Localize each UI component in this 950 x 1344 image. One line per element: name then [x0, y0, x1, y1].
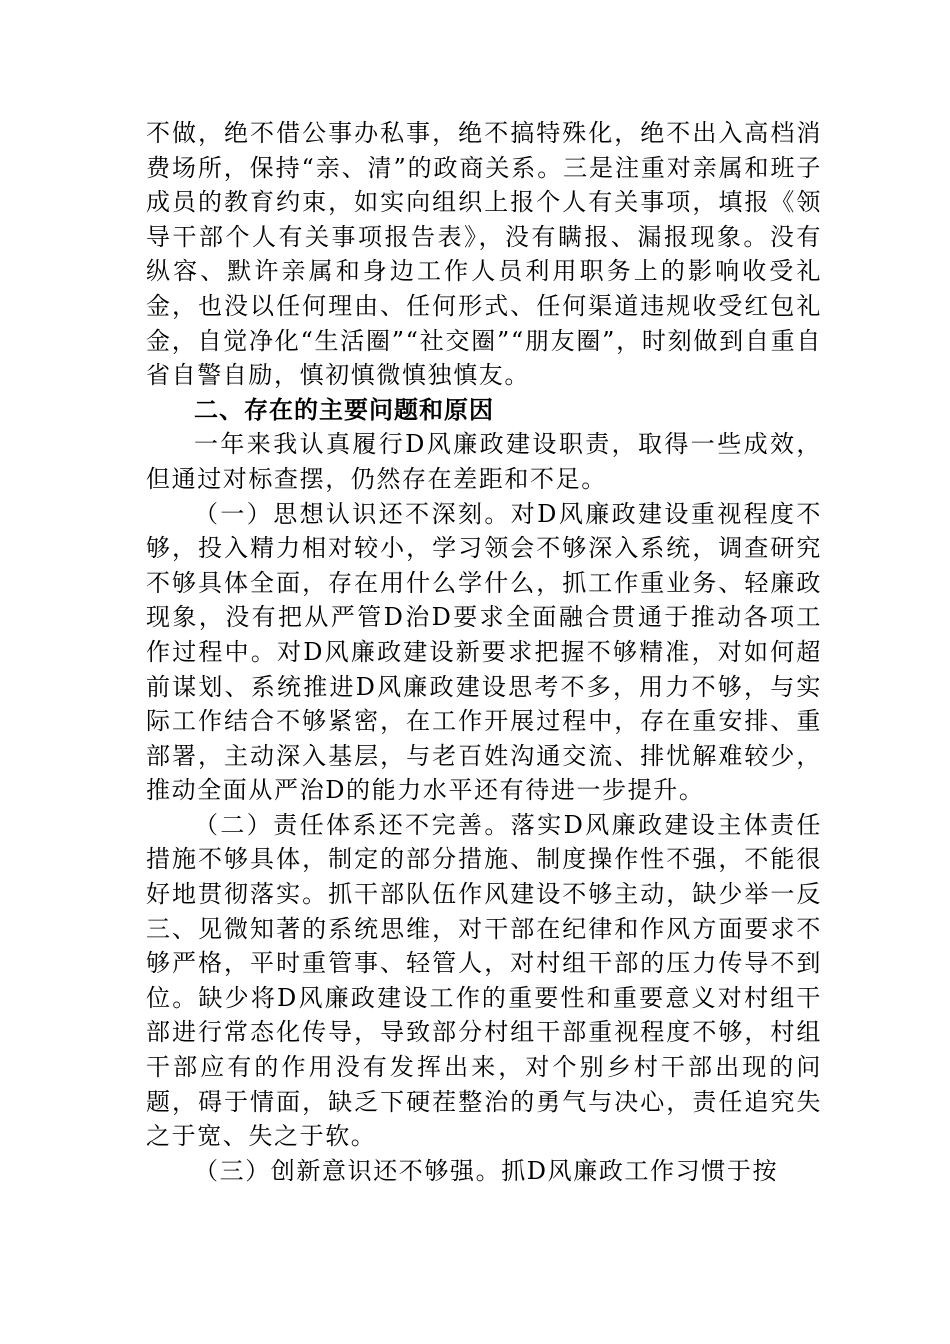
paragraph-issue-3: （三）创新意识还不够强。抓D风廉政工作习惯于按 [194, 1156, 779, 1185]
paragraph-issue-2: （二）责任体系还不完善。落实D风廉政建设主体责任措施不够具体，制定的部分措施、制度操作性不强，不能很好地贯彻落实。抓干部队伍作风建设不够主动，缺少举一反三、见微知著的系统思维，对干部在纪律和作风方面要求不够严格，平时重管事、轻管人，对村组干部的压力传导不到位。缺少将D风廉政建设工作的重要性和重要意义对村组干部进行常态化传导，导致部分村组干部重视程度不够，村组干部应有的作用没有发挥出来，对个别乡村干部出现的问题，碍于情面，缺乏下硬茬整治的勇气与决心，责任追究失之于宽、失之于软。 [146, 810, 822, 1151]
section-heading: 二、存在的主要问题和原因 [194, 395, 494, 424]
paragraph-continuation: 不做，绝不借公事办私事，绝不搞特殊化，绝不出入高档消费场所，保持“亲、清”的政商关系。三是注重对亲属和班子成员的教育约束，如实向组织上报个人有关事项，填报《领导干部个人有关事项报告表》，没有瞒报、漏报现象。没有纵容、默许亲属和身边工作人员利用职务上的影响收受礼金，也没以任何理由、任何形式、任何渠道违规收受红包礼金，自觉净化“生活圈”“社交圈”“朋友圈”，时刻做到自重自省自警自励，慎初慎微慎独慎友。 [146, 119, 822, 390]
paragraph-intro: 一年来我认真履行D风廉政建设职责，取得一些成效，但通过对标查摆，仍然存在差距和不足。 [146, 430, 822, 493]
paragraph-issue-1: （一）思想认识还不深刻。对D风廉政建设重视程度不够，投入精力相对较小，学习领会不够深入系统，调查研究不够具体全面，存在用什么学什么，抓工作重业务、轻廉政现象，没有把从严管D治D要求全面融合贯通于推动各项工作过程中。对D风廉政建设新要求把握不够精准，对如何超前谋划、系统推进D风廉政建设思考不多，用力不够，与实际工作结合不够紧密，在工作开展过程中，存在重安排、重部署，主动深入基层，与老百姓沟通交流、排忧解难较少，推动全面从严治D的能力水平还有待进一步提升。 [146, 499, 822, 805]
document-page [146, 116, 822, 1188]
